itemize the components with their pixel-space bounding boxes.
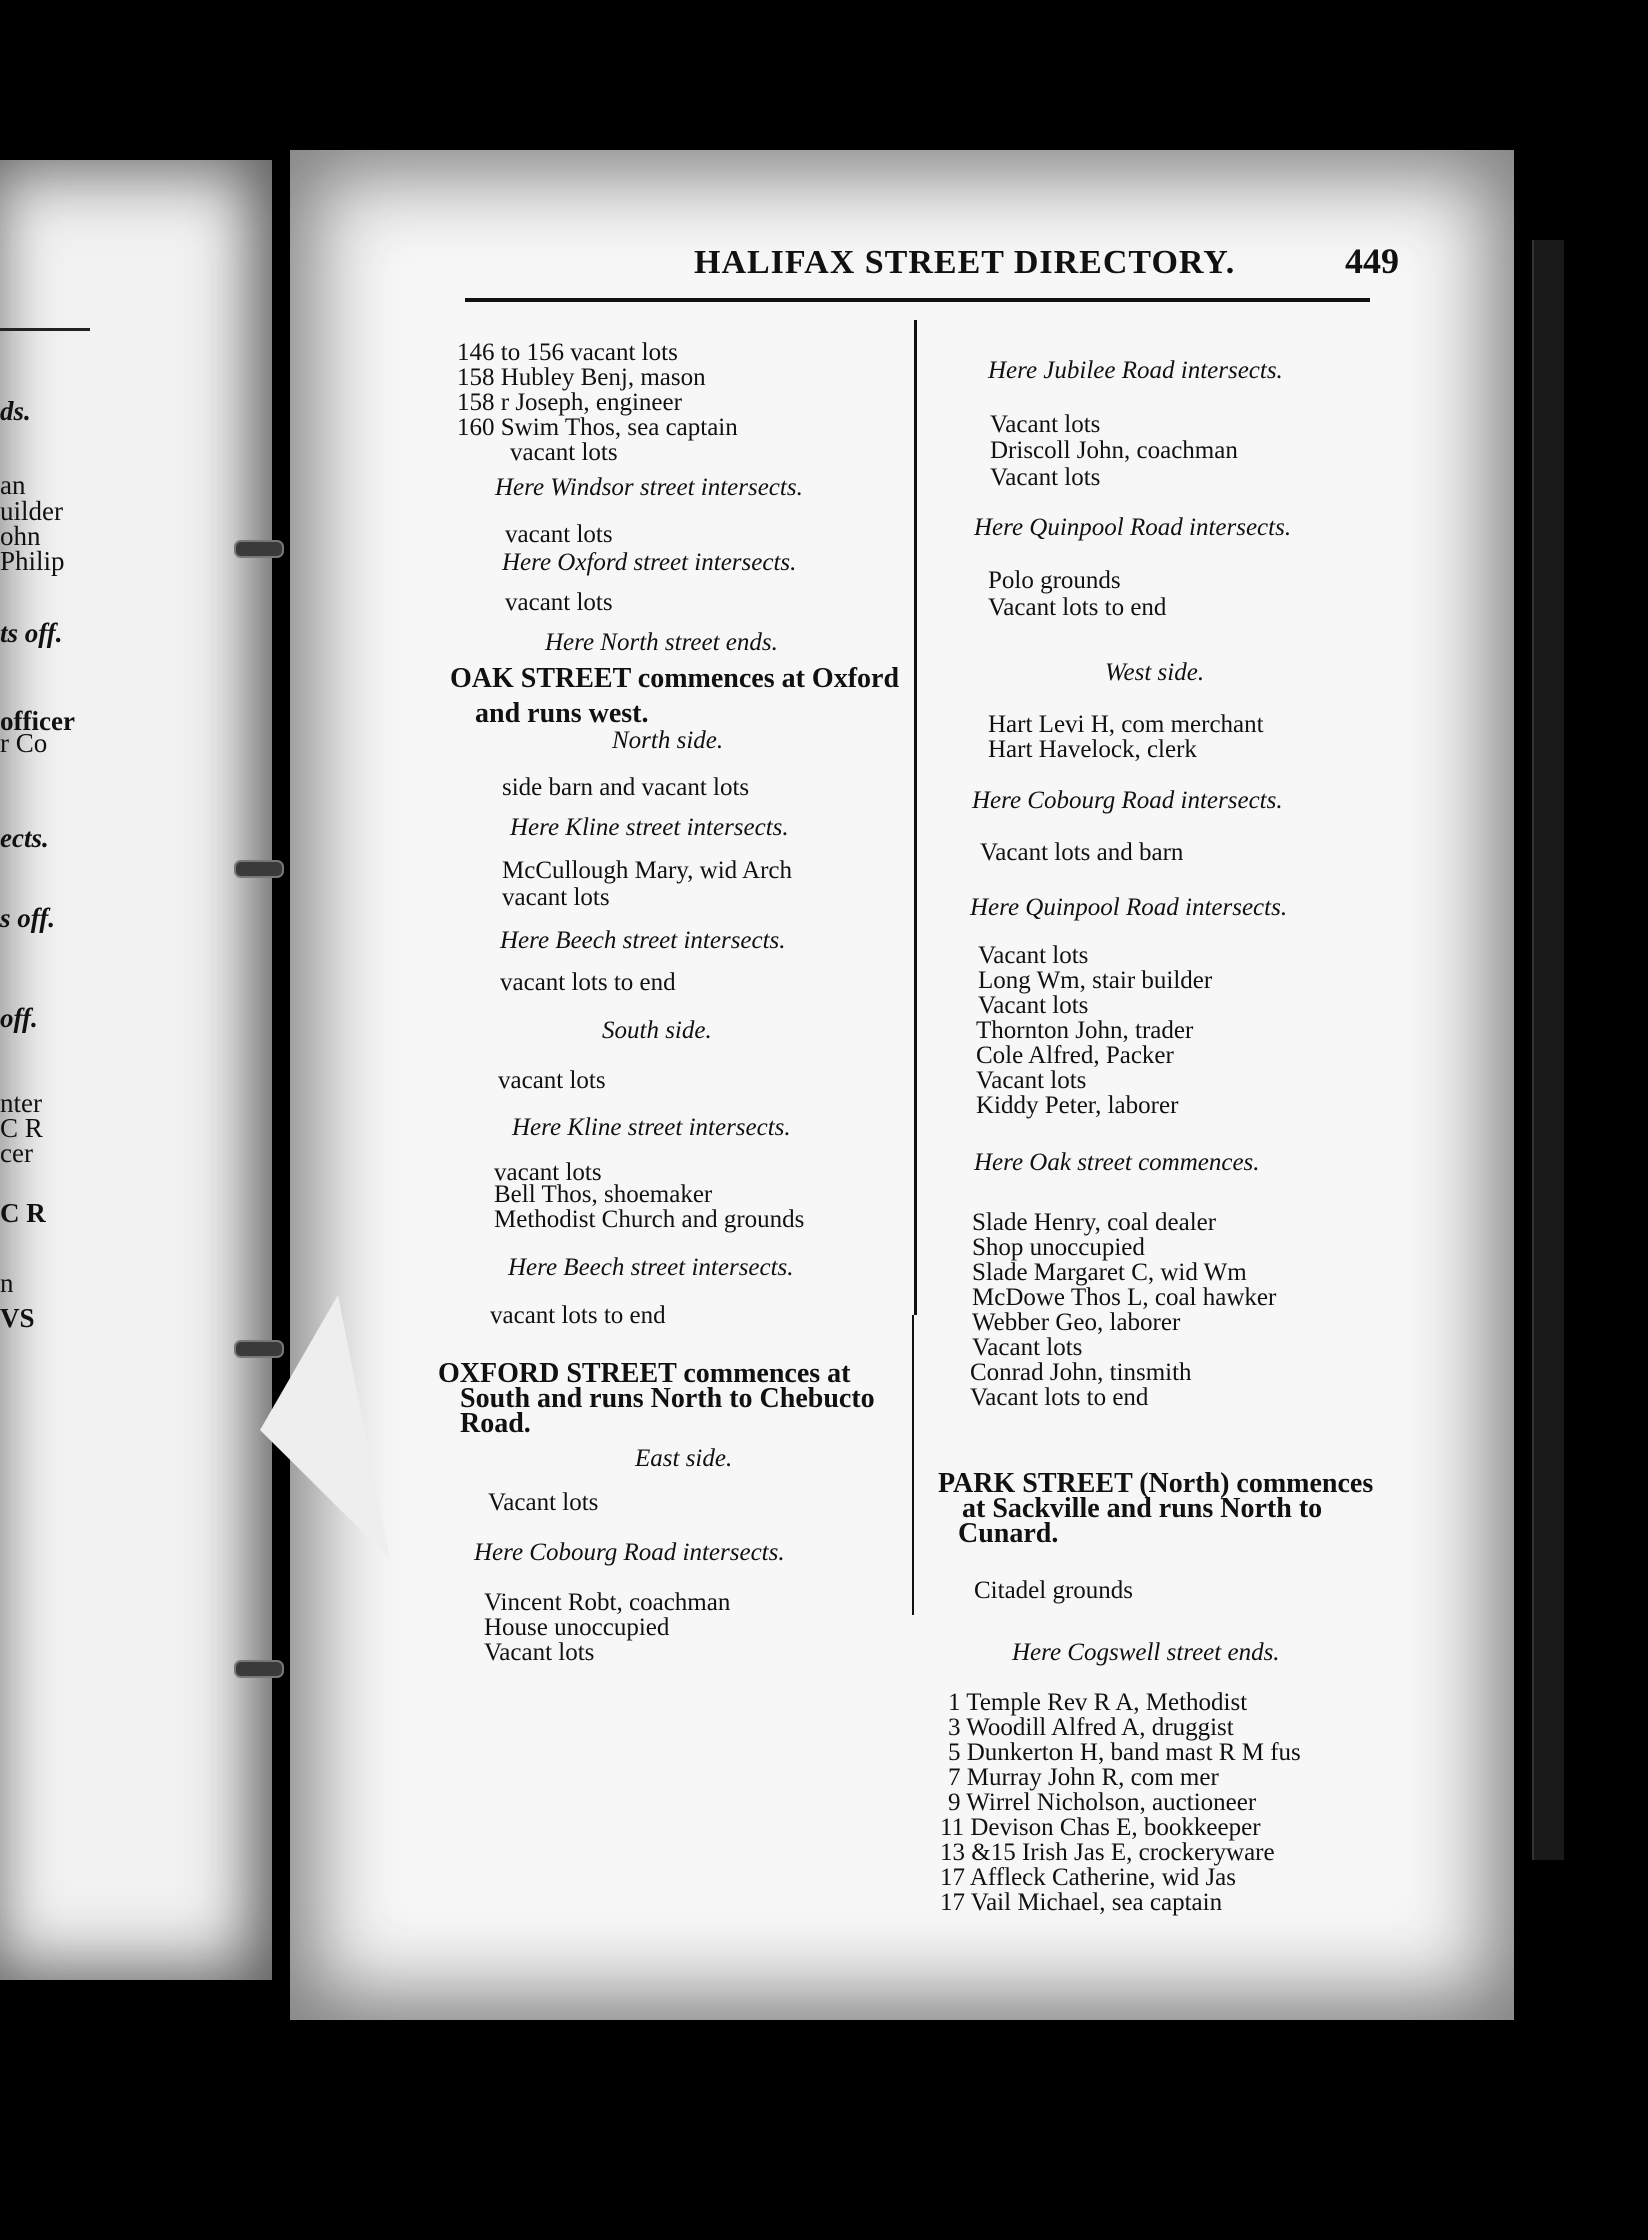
left-page-fragment: ohn: [0, 521, 41, 551]
directory-entry: McCullough Mary, wid Arch: [502, 857, 793, 884]
directory-entry: 160 Swim Thos, sea captain: [457, 414, 738, 441]
directory-entry: Cole Alfred, Packer: [976, 1042, 1174, 1069]
directory-entry: Hart Levi H, com merchant: [988, 711, 1264, 738]
directory-entry: 9 Wirrel Nicholson, auctioneer: [948, 1789, 1257, 1816]
directory-entry: Shop unoccupied: [972, 1234, 1145, 1261]
left-page-fragment: C R: [0, 1198, 46, 1228]
intersection-note: East side.: [635, 1445, 733, 1472]
directory-entry: 13 &15 Irish Jas E, crockeryware: [940, 1839, 1275, 1866]
directory-entry: Vacant lots: [978, 942, 1089, 969]
intersection-note: Here Cobourg Road intersects.: [474, 1539, 785, 1566]
directory-entry: Slade Henry, coal dealer: [972, 1209, 1217, 1236]
book-page-edges: [1532, 240, 1564, 1860]
street-heading: at Sackville and runs North to: [962, 1493, 1323, 1524]
directory-entry: Vincent Robt, coachman: [484, 1589, 731, 1616]
intersection-note: Here Kline street intersects.: [510, 814, 789, 841]
left-page-fragment: ts off.: [0, 618, 63, 648]
binding-ring: [234, 540, 284, 558]
directory-entry: vacant lots: [505, 589, 613, 616]
column-divider: [914, 320, 917, 1315]
intersection-note: Here Cobourg Road intersects.: [972, 787, 1283, 814]
directory-entry: Vacant lots: [990, 464, 1101, 491]
directory-entry: Webber Geo, laborer: [972, 1309, 1181, 1336]
left-page-fragment: off.: [0, 1003, 38, 1033]
directory-entry: Citadel grounds: [974, 1577, 1134, 1604]
directory-entry: Vacant lots: [976, 1067, 1087, 1094]
directory-entry: 158 Hubley Benj, mason: [457, 364, 706, 391]
left-page-fragment: ds.: [0, 396, 31, 426]
directory-entry: House unoccupied: [484, 1614, 670, 1641]
left-page-fragment: uilder: [0, 496, 63, 526]
directory-entry: Thornton John, trader: [976, 1017, 1194, 1044]
street-heading: Road.: [460, 1408, 531, 1439]
directory-entry: vacant lots: [505, 521, 613, 548]
directory-entry: Hart Havelock, clerk: [988, 736, 1197, 763]
intersection-note: Here Oak street commences.: [974, 1149, 1260, 1176]
intersection-note: Here Quinpool Road intersects.: [974, 514, 1292, 541]
binding-ring: [234, 1340, 284, 1358]
directory-entry: Long Wm, stair builder: [978, 967, 1213, 994]
street-heading: and runs west.: [475, 698, 649, 729]
column-divider: [912, 1315, 914, 1615]
header-rule: [465, 298, 1370, 302]
directory-entry: Conrad John, tinsmith: [970, 1359, 1192, 1386]
intersection-note: Here Jubilee Road intersects.: [988, 357, 1283, 384]
intersection-note: North side.: [612, 727, 724, 754]
directory-page: [290, 150, 1514, 2020]
intersection-note: Here Windsor street intersects.: [495, 474, 803, 501]
intersection-note: Here Quinpool Road intersects.: [970, 894, 1288, 921]
street-heading: OAK STREET commences at Oxford: [450, 663, 900, 694]
intersection-note: West side.: [1105, 659, 1205, 686]
directory-entry: 158 r Joseph, engineer: [457, 389, 682, 416]
directory-entry: Vacant lots: [488, 1489, 599, 1516]
left-page-fragment: an: [0, 470, 26, 500]
directory-entry: 1 Temple Rev R A, Methodist: [948, 1689, 1248, 1716]
street-heading: South and runs North to Chebucto: [460, 1383, 875, 1414]
directory-entry: Slade Margaret C, wid Wm: [972, 1259, 1247, 1286]
left-page-fragment: nter: [0, 1088, 42, 1118]
directory-entry: Vacant lots: [972, 1334, 1083, 1361]
directory-entry: side barn and vacant lots: [502, 774, 750, 801]
page-header: HALIFAX STREET DIRECTORY.: [694, 244, 1236, 281]
directory-entry: Vacant lots to end: [988, 594, 1167, 621]
directory-entry: Bell Thos, shoemaker: [494, 1181, 713, 1208]
intersection-note: Here Cogswell street ends.: [1012, 1639, 1280, 1666]
directory-entry: 146 to 156 vacant lots: [457, 339, 678, 366]
directory-entry: McDowe Thos L, coal hawker: [972, 1284, 1277, 1311]
directory-entry: 17 Vail Michael, sea captain: [940, 1889, 1223, 1916]
intersection-note: Here Kline street intersects.: [512, 1114, 791, 1141]
intersection-note: Here North street ends.: [545, 629, 778, 656]
intersection-note: Here Beech street intersects.: [500, 927, 786, 954]
directory-entry: 3 Woodill Alfred A, druggist: [948, 1714, 1234, 1741]
directory-entry: Polo grounds: [988, 567, 1121, 594]
left-page-fragment: VS: [0, 1303, 35, 1333]
page-number: 449: [1345, 241, 1399, 281]
left-page-fragment: s off.: [0, 903, 56, 933]
left-page-fragment: officer: [0, 706, 75, 736]
left-page-fragment: r Co: [0, 728, 48, 758]
binding-ring: [234, 1660, 284, 1678]
directory-entry: Kiddy Peter, laborer: [976, 1092, 1179, 1119]
directory-entry: vacant lots: [494, 1159, 602, 1186]
intersection-note: Here Oxford street intersects.: [502, 549, 797, 576]
left-page-fragment: Philip: [0, 546, 65, 576]
street-heading: OXFORD STREET commences at: [438, 1358, 851, 1389]
left-page-rule: [0, 328, 90, 331]
directory-entry: vacant lots to end: [500, 969, 676, 996]
left-page-fragment: ects.: [0, 823, 49, 853]
left-page-fragment: n: [0, 1268, 14, 1298]
directory-entry: Driscoll John, coachman: [990, 437, 1238, 464]
directory-entry: 5 Dunkerton H, band mast R M fus: [948, 1739, 1301, 1766]
intersection-note: Here Beech street intersects.: [508, 1254, 794, 1281]
left-page-fragment: C R: [0, 1113, 43, 1143]
directory-entry: Vacant lots to end: [970, 1384, 1149, 1411]
directory-entry: vacant lots to end: [490, 1302, 666, 1329]
directory-entry: 7 Murray John R, com mer: [948, 1764, 1219, 1791]
directory-entry: Vacant lots: [990, 411, 1101, 438]
directory-entry: Methodist Church and grounds: [494, 1206, 805, 1233]
directory-entry: vacant lots: [498, 1067, 606, 1094]
street-heading: Cunard.: [958, 1518, 1059, 1549]
intersection-note: South side.: [602, 1017, 712, 1044]
binding-ring: [234, 860, 284, 878]
directory-entry: 17 Affleck Catherine, wid Jas: [940, 1864, 1236, 1891]
directory-entry: Vacant lots and barn: [980, 839, 1184, 866]
left-page-fragment: cer: [0, 1138, 33, 1168]
left-facing-page: [0, 160, 272, 1980]
street-heading: PARK STREET (North) commences: [938, 1468, 1374, 1499]
directory-entry: Vacant lots: [484, 1639, 595, 1666]
directory-entry: 11 Devison Chas E, bookkeeper: [940, 1814, 1261, 1841]
directory-entry: vacant lots: [510, 439, 618, 466]
directory-entry: vacant lots: [502, 884, 610, 911]
directory-entry: Vacant lots: [978, 992, 1089, 1019]
